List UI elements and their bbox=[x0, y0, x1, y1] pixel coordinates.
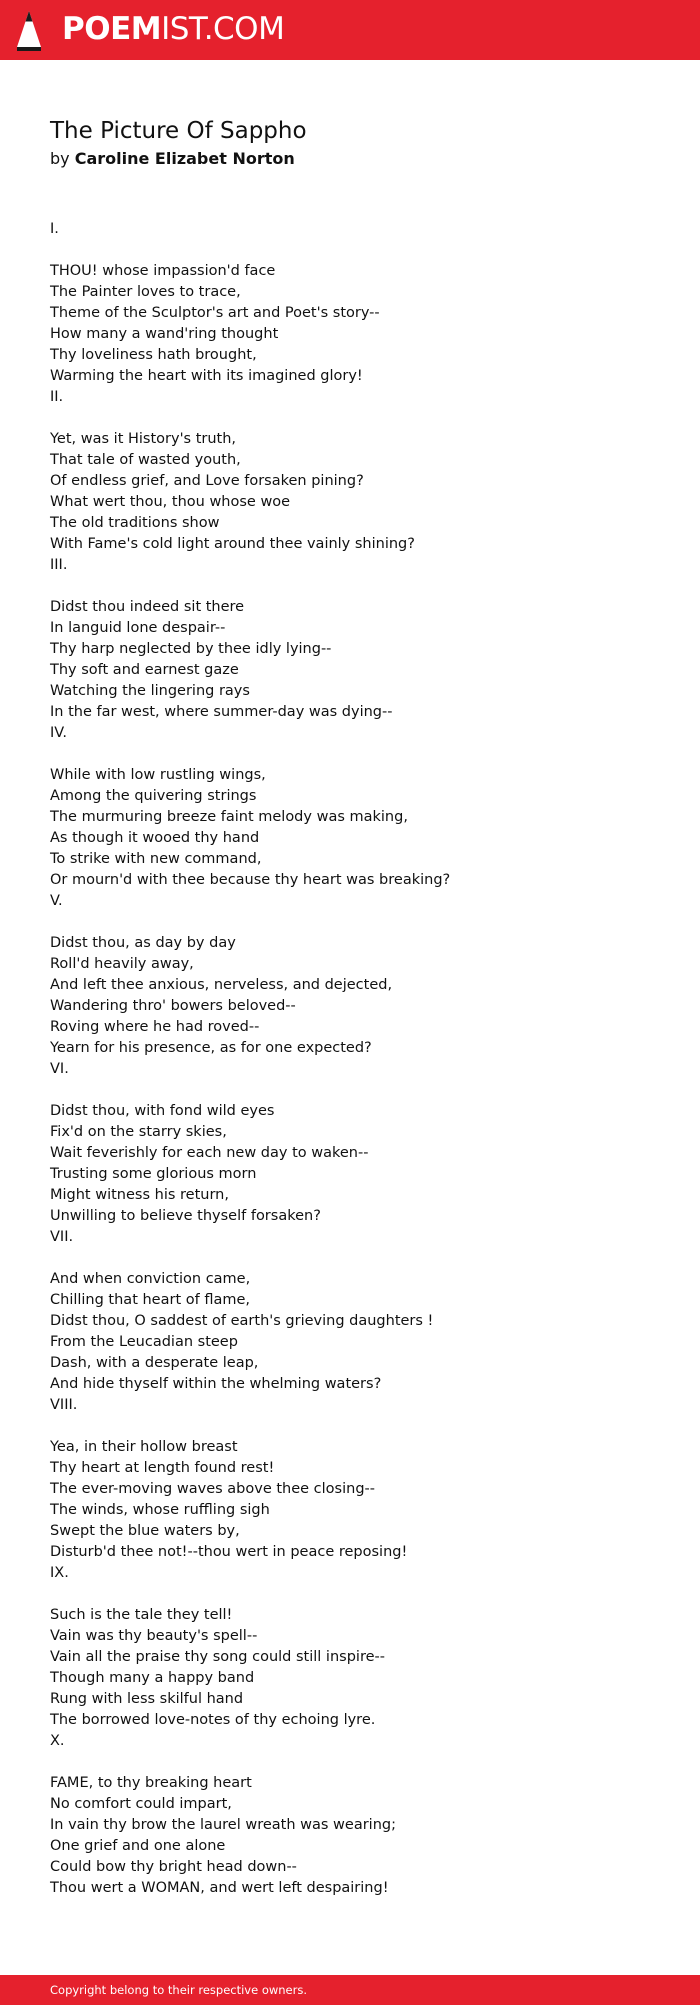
poem-line: Chilling that heart of flame, bbox=[50, 1292, 250, 1308]
poem-line: Didst thou, as day by day bbox=[50, 935, 236, 951]
copyright-text: Copyright belong to their respective owners. bbox=[50, 1983, 308, 1997]
poem-line: Theme of the Sculptor's art and Poet's story-- bbox=[50, 305, 380, 321]
pencil-tip-icon[interactable] bbox=[17, 11, 41, 51]
poem-line: Thy heart at length found rest! bbox=[50, 1460, 275, 1476]
poem-line: Vain all the praise thy song could still inspire-- bbox=[50, 1649, 385, 1665]
poem-line: Wandering thro' bowers beloved-- bbox=[50, 998, 296, 1014]
poem-line: What wert thou, thou whose woe bbox=[50, 494, 291, 510]
stanza-break bbox=[50, 1416, 670, 1437]
poem-line: IX. bbox=[50, 1565, 69, 1581]
poem-line: Thy soft and earnest gaze bbox=[50, 662, 239, 678]
poem-line: Among the quivering strings bbox=[50, 788, 257, 804]
poem-line: In the far west, where summer-day was dying-- bbox=[50, 704, 393, 720]
poem-line: And when conviction came, bbox=[50, 1271, 251, 1287]
poem-line: Vain was thy beauty's spell-- bbox=[50, 1628, 258, 1644]
poem-line: Thou wert a WOMAN, and wert left despairing! bbox=[50, 1880, 389, 1896]
poem-line: THOU! whose impassion'd face bbox=[50, 263, 276, 279]
poem-line: That tale of wasted youth, bbox=[50, 452, 241, 468]
poem-line: The borrowed love-notes of thy echoing lyre. bbox=[50, 1712, 376, 1728]
poem-line: V. bbox=[50, 893, 63, 909]
poem-line: And left thee anxious, nerveless, and dejected, bbox=[50, 977, 393, 993]
poem-line: X. bbox=[50, 1733, 65, 1749]
poem-line: With Fame's cold light around thee vainly shining? bbox=[50, 536, 415, 552]
poem-line: In vain thy brow the laurel wreath was wearing; bbox=[50, 1817, 396, 1833]
poem-body bbox=[50, 219, 670, 1899]
poem-line: No comfort could impart, bbox=[50, 1796, 232, 1812]
poem-line: VIII. bbox=[50, 1397, 78, 1413]
poem-line: FAME, to thy breaking heart bbox=[50, 1775, 252, 1791]
logo-text-bold: POEM bbox=[62, 11, 162, 47]
poem-line: From the Leucadian steep bbox=[50, 1334, 238, 1350]
poem-line: The winds, whose ruffling sigh bbox=[50, 1502, 270, 1518]
poem-line: To strike with new command, bbox=[50, 851, 262, 867]
stanza-break bbox=[50, 576, 670, 597]
poem-line: Dash, with a desperate leap, bbox=[50, 1355, 259, 1371]
poem-line: Trusting some glorious morn bbox=[50, 1166, 257, 1182]
poem-line: Yet, was it History's truth, bbox=[50, 431, 237, 447]
poem-line: Didst thou indeed sit there bbox=[50, 599, 245, 615]
stanza-break bbox=[50, 912, 670, 933]
poem-line: Could bow thy bright head down-- bbox=[50, 1859, 297, 1875]
stanza-break bbox=[50, 1080, 670, 1101]
poem-line: Thy loveliness hath brought, bbox=[50, 347, 257, 363]
poem-line: Roll'd heavily away, bbox=[50, 956, 194, 972]
poem-line: The ever-moving waves above thee closing-- bbox=[50, 1481, 375, 1497]
stanza-break bbox=[50, 1248, 670, 1269]
poem-line: Such is the tale they tell! bbox=[50, 1607, 233, 1623]
poem-line: Rung with less skilful hand bbox=[50, 1691, 244, 1707]
poem-line: The Painter loves to trace, bbox=[50, 284, 241, 300]
site-footer bbox=[0, 1975, 700, 2005]
author-name: Caroline Elizabet Norton bbox=[74, 149, 295, 168]
poem-line: Though many a happy band bbox=[50, 1670, 255, 1686]
poem-line: In languid lone despair-- bbox=[50, 620, 226, 636]
site-header bbox=[0, 0, 700, 60]
poem-line: Might witness his return, bbox=[50, 1187, 229, 1203]
poem-line: Unwilling to believe thyself forsaken? bbox=[50, 1208, 321, 1224]
stanza-break bbox=[50, 1584, 670, 1605]
poem-line: Warming the heart with its imagined glory! bbox=[50, 368, 363, 384]
stanza-break bbox=[50, 408, 670, 429]
stanza-break bbox=[50, 240, 670, 261]
poem-line: Yea, in their hollow breast bbox=[50, 1439, 238, 1455]
byline bbox=[50, 146, 295, 172]
poem-line: Didst thou, with fond wild eyes bbox=[50, 1103, 275, 1119]
stanza-break bbox=[50, 1752, 670, 1773]
poem-line: Wait feverishly for each new day to waken-- bbox=[50, 1145, 369, 1161]
poem-line: Watching the lingering rays bbox=[50, 683, 250, 699]
poem-line: Or mourn'd with thee because thy heart was breaking? bbox=[50, 872, 451, 888]
poem-line: And hide thyself within the whelming waters? bbox=[50, 1376, 382, 1392]
poem-line: I. bbox=[50, 221, 59, 237]
poem-line: Yearn for his presence, as for one expected? bbox=[50, 1040, 372, 1056]
poem-line: How many a wand'ring thought bbox=[50, 326, 279, 342]
stanza-break bbox=[50, 744, 670, 765]
poem-line: While with low rustling wings, bbox=[50, 767, 266, 783]
poem-line: Swept the blue waters by, bbox=[50, 1523, 240, 1539]
poem-line: Thy harp neglected by thee idly lying-- bbox=[50, 641, 332, 657]
poem-line: VII. bbox=[50, 1229, 74, 1245]
by-label: by bbox=[50, 149, 70, 168]
poem-line: As though it wooed thy hand bbox=[50, 830, 260, 846]
poem-line: II. bbox=[50, 389, 64, 405]
poem-line: One grief and one alone bbox=[50, 1838, 226, 1854]
poem-line: VI. bbox=[50, 1061, 69, 1077]
poem-line: III. bbox=[50, 557, 68, 573]
poem-line: IV. bbox=[50, 725, 67, 741]
site-logo-link[interactable] bbox=[62, 9, 284, 49]
logo-text-light: IST.COM bbox=[161, 11, 285, 47]
poem-line: Of endless grief, and Love forsaken pining? bbox=[50, 473, 364, 489]
poem-line: Didst thou, O saddest of earth's grieving daughters ! bbox=[50, 1313, 434, 1329]
poem-line: The murmuring breeze faint melody was making, bbox=[50, 809, 408, 825]
poem-title: The Picture Of Sappho bbox=[50, 118, 307, 144]
poem-line: Fix'd on the starry skies, bbox=[50, 1124, 227, 1140]
poem-line: Disturb'd thee not!--thou wert in peace reposing! bbox=[50, 1544, 408, 1560]
poem-line: The old traditions show bbox=[50, 515, 220, 531]
poem-line: Roving where he had roved-- bbox=[50, 1019, 260, 1035]
